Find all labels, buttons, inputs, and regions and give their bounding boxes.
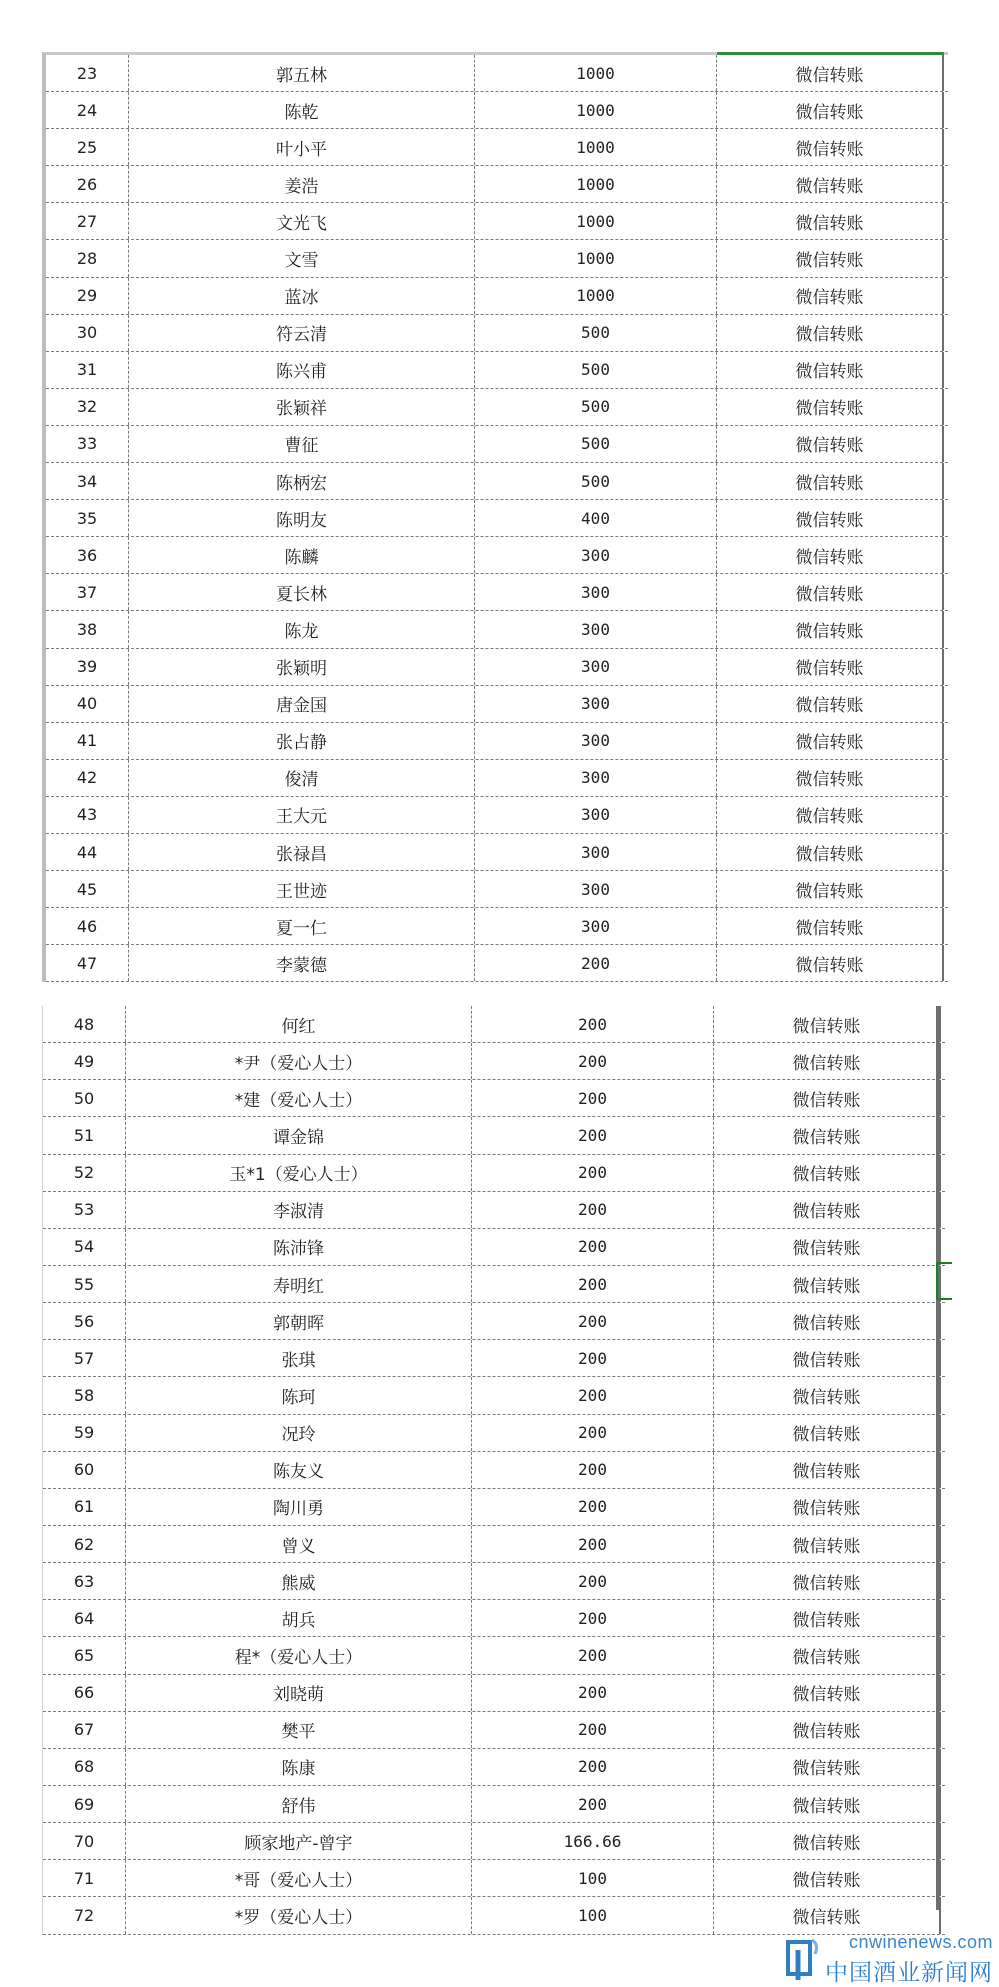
donor-name-cell[interactable]: 程*（爱心人士）	[126, 1637, 472, 1673]
amount-cell[interactable]: 200	[472, 1489, 714, 1525]
amount-cell[interactable]: 1000	[475, 129, 717, 165]
donor-name-cell[interactable]: 陈麟	[129, 537, 475, 573]
table-row	[43, 1712, 945, 1749]
amount-cell[interactable]: 300	[475, 686, 717, 722]
table-row	[43, 1675, 945, 1712]
table-row	[43, 1563, 945, 1600]
table-row	[46, 389, 948, 426]
table-row	[43, 1637, 945, 1674]
amount-cell[interactable]: 300	[475, 908, 717, 944]
row-number-cell[interactable]: 50	[43, 1080, 126, 1116]
table-row	[43, 1043, 945, 1080]
amount-cell[interactable]: 200	[472, 1637, 714, 1673]
payment-method-cell[interactable]: 微信转账	[714, 1749, 941, 1785]
row-number-cell[interactable]: 55	[43, 1266, 126, 1302]
payment-method-cell[interactable]: 微信转账	[717, 352, 944, 388]
amount-cell[interactable]: 300	[475, 574, 717, 610]
amount-cell[interactable]: 300	[475, 760, 717, 796]
amount-cell[interactable]: 200	[472, 1155, 714, 1191]
row-number-cell[interactable]: 67	[43, 1712, 126, 1748]
donor-name-cell[interactable]: 顾家地产-曾宇	[126, 1823, 472, 1859]
amount-cell[interactable]: 200	[472, 1340, 714, 1376]
payment-method-cell[interactable]: 微信转账	[714, 1452, 941, 1488]
donor-name-cell[interactable]: 刘晓萌	[126, 1675, 472, 1711]
table-row	[46, 611, 948, 648]
payment-method-cell[interactable]: 微信转账	[717, 426, 944, 462]
amount-cell[interactable]: 1000	[475, 240, 717, 276]
row-number-cell[interactable]: 37	[46, 574, 129, 610]
amount-cell[interactable]: 300	[475, 611, 717, 647]
watermark-site-name: 中国酒业新闻网	[825, 1960, 993, 1986]
donor-name-cell[interactable]: 文光飞	[129, 203, 475, 239]
payment-method-cell[interactable]: 微信转账	[714, 1043, 941, 1079]
payment-method-cell[interactable]: 微信转账	[714, 1897, 941, 1933]
donor-name-cell[interactable]: 熊威	[126, 1563, 472, 1599]
amount-cell[interactable]: 300	[475, 834, 717, 870]
amount-cell[interactable]: 200	[472, 1600, 714, 1636]
row-number-cell[interactable]: 60	[43, 1452, 126, 1488]
row-number-cell[interactable]: 68	[43, 1749, 126, 1785]
table-row	[46, 723, 948, 760]
amount-cell[interactable]: 300	[475, 797, 717, 833]
donor-name-cell[interactable]: 陈沛锋	[126, 1229, 472, 1265]
donor-name-cell[interactable]: 郭朝晖	[126, 1303, 472, 1339]
payment-method-cell[interactable]: 微信转账	[714, 1117, 941, 1153]
table-row	[46, 463, 948, 500]
table-row	[46, 649, 948, 686]
payment-method-cell[interactable]: 微信转账	[717, 389, 944, 425]
amount-cell[interactable]: 1000	[475, 278, 717, 314]
row-number-cell[interactable]: 25	[46, 129, 129, 165]
table-row	[43, 1600, 945, 1637]
amount-cell[interactable]: 200	[472, 1229, 714, 1265]
donation-table-part-2	[42, 1006, 945, 1935]
amount-cell[interactable]: 500	[475, 315, 717, 351]
table-row	[46, 315, 948, 352]
row-number-cell[interactable]: 40	[46, 686, 129, 722]
payment-method-cell[interactable]: 微信转账	[714, 1377, 941, 1413]
payment-method-cell[interactable]: 微信转账	[717, 463, 944, 499]
payment-method-cell[interactable]: 微信转账	[717, 945, 944, 981]
donor-name-cell[interactable]: 唐金国	[129, 686, 475, 722]
donor-name-cell[interactable]: *尹（爱心人士）	[126, 1043, 472, 1079]
payment-method-cell[interactable]: 微信转账	[717, 129, 944, 165]
row-number-cell[interactable]: 70	[43, 1823, 126, 1859]
site-watermark	[785, 1928, 999, 1986]
payment-method-cell[interactable]: 微信转账	[714, 1489, 941, 1525]
payment-method-cell[interactable]: 微信转账	[714, 1563, 941, 1599]
table-row	[43, 1377, 945, 1414]
selected-cell-indicator	[936, 1262, 952, 1300]
table-row	[46, 871, 948, 908]
amount-cell[interactable]: 300	[475, 649, 717, 685]
payment-method-cell[interactable]: 微信转账	[714, 1340, 941, 1376]
payment-method-cell[interactable]: 微信转账	[717, 908, 944, 944]
table-row	[43, 1749, 945, 1786]
payment-method-cell[interactable]: 微信转账	[717, 797, 944, 833]
payment-method-cell[interactable]: 微信转账	[717, 203, 944, 239]
payment-method-cell[interactable]: 微信转账	[714, 1155, 941, 1191]
row-number-cell[interactable]: 23	[46, 55, 129, 91]
table-row	[46, 574, 948, 611]
table-row	[43, 1080, 945, 1117]
row-number-cell[interactable]: 46	[46, 908, 129, 944]
donor-name-cell[interactable]: 樊平	[126, 1712, 472, 1748]
payment-method-cell[interactable]: 微信转账	[714, 1266, 941, 1302]
amount-cell[interactable]: 300	[475, 871, 717, 907]
row-number-cell[interactable]: 35	[46, 500, 129, 536]
table-row	[46, 500, 948, 537]
amount-cell[interactable]: 500	[475, 463, 717, 499]
payment-method-cell[interactable]: 微信转账	[717, 834, 944, 870]
row-number-cell[interactable]: 44	[46, 834, 129, 870]
table-row	[46, 166, 948, 203]
donor-name-cell[interactable]: 陈珂	[126, 1377, 472, 1413]
table-row	[46, 240, 948, 277]
amount-cell[interactable]: 200	[475, 945, 717, 981]
table-row	[46, 352, 948, 389]
row-number-cell[interactable]: 28	[46, 240, 129, 276]
row-number-cell[interactable]: 43	[46, 797, 129, 833]
table-row	[46, 760, 948, 797]
payment-method-cell[interactable]: 微信转账	[714, 1303, 941, 1339]
donor-name-cell[interactable]: 姜浩	[129, 166, 475, 202]
donor-name-cell[interactable]: 张琪	[126, 1340, 472, 1376]
row-number-cell[interactable]: 33	[46, 426, 129, 462]
payment-method-cell[interactable]: 微信转账	[714, 1712, 941, 1748]
amount-cell[interactable]: 300	[475, 537, 717, 573]
table-row	[43, 1229, 945, 1266]
donor-name-cell[interactable]: 陈友义	[126, 1452, 472, 1488]
donation-table-part-1	[42, 52, 948, 982]
table-row	[46, 203, 948, 240]
amount-cell[interactable]: 100	[472, 1897, 714, 1933]
table-row	[43, 1860, 945, 1897]
table-row	[46, 55, 948, 92]
donor-name-cell[interactable]: 符云清	[129, 315, 475, 351]
amount-cell[interactable]: 200	[472, 1080, 714, 1116]
row-number-cell[interactable]: 69	[43, 1786, 126, 1822]
payment-method-cell[interactable]: 微信转账	[717, 537, 944, 573]
amount-cell[interactable]: 166.66	[472, 1823, 714, 1859]
donor-name-cell[interactable]: *罗（爱心人士）	[126, 1897, 472, 1933]
payment-method-cell[interactable]: 微信转账	[714, 1006, 941, 1042]
table-row	[43, 1192, 945, 1229]
donor-name-cell[interactable]: 张占静	[129, 723, 475, 759]
table-row	[46, 537, 948, 574]
amount-cell[interactable]: 1000	[475, 166, 717, 202]
row-number-cell[interactable]: 31	[46, 352, 129, 388]
row-number-cell[interactable]: 72	[43, 1897, 126, 1933]
payment-method-cell[interactable]: 微信转账	[714, 1192, 941, 1228]
donor-name-cell[interactable]: 张颖祥	[129, 389, 475, 425]
table-row	[43, 1526, 945, 1563]
donor-name-cell[interactable]: 曾义	[126, 1526, 472, 1562]
table-row	[43, 1117, 945, 1154]
row-number-cell[interactable]: 57	[43, 1340, 126, 1376]
table-row	[43, 1155, 945, 1192]
amount-cell[interactable]: 100	[472, 1860, 714, 1896]
payment-method-cell[interactable]: 微信转账	[714, 1229, 941, 1265]
row-number-cell[interactable]: 51	[43, 1117, 126, 1153]
donor-name-cell[interactable]: 谭金锦	[126, 1117, 472, 1153]
row-number-cell[interactable]: 54	[43, 1229, 126, 1265]
payment-method-cell[interactable]: 微信转账	[717, 686, 944, 722]
amount-cell[interactable]: 500	[475, 352, 717, 388]
donor-name-cell[interactable]: 张禄昌	[129, 834, 475, 870]
donor-name-cell[interactable]: 况玲	[126, 1415, 472, 1451]
donor-name-cell[interactable]: *建（爱心人士）	[126, 1080, 472, 1116]
row-number-cell[interactable]: 49	[43, 1043, 126, 1079]
amount-cell[interactable]: 200	[472, 1712, 714, 1748]
donor-name-cell[interactable]: 李淑清	[126, 1192, 472, 1228]
amount-cell[interactable]: 200	[472, 1117, 714, 1153]
amount-cell[interactable]: 200	[472, 1043, 714, 1079]
row-number-cell[interactable]: 48	[43, 1006, 126, 1042]
donor-name-cell[interactable]: 陈兴甫	[129, 352, 475, 388]
payment-method-cell[interactable]: 微信转账	[717, 760, 944, 796]
donor-name-cell[interactable]: 叶小平	[129, 129, 475, 165]
row-number-cell[interactable]: 47	[46, 945, 129, 981]
amount-cell[interactable]: 200	[472, 1415, 714, 1451]
row-number-cell[interactable]: 63	[43, 1563, 126, 1599]
amount-cell[interactable]: 500	[475, 389, 717, 425]
donor-name-cell[interactable]: 张颖明	[129, 649, 475, 685]
row-number-cell[interactable]: 24	[46, 92, 129, 128]
row-number-cell[interactable]: 45	[46, 871, 129, 907]
donor-name-cell[interactable]: 寿明红	[126, 1266, 472, 1302]
amount-cell[interactable]: 400	[475, 500, 717, 536]
row-number-cell[interactable]: 30	[46, 315, 129, 351]
amount-cell[interactable]: 200	[472, 1192, 714, 1228]
donor-name-cell[interactable]: 夏长林	[129, 574, 475, 610]
row-number-cell[interactable]: 38	[46, 611, 129, 647]
donor-name-cell[interactable]: 王大元	[129, 797, 475, 833]
payment-method-cell[interactable]: 微信转账	[717, 649, 944, 685]
payment-method-cell[interactable]: 微信转账	[717, 166, 944, 202]
donor-name-cell[interactable]: 陈乾	[129, 92, 475, 128]
donor-name-cell[interactable]: 舒伟	[126, 1786, 472, 1822]
table-row	[43, 1340, 945, 1377]
row-number-cell[interactable]: 41	[46, 723, 129, 759]
donor-name-cell[interactable]: 王世迹	[129, 871, 475, 907]
payment-method-cell[interactable]: 微信转账	[714, 1823, 941, 1859]
payment-method-cell[interactable]: 微信转账	[714, 1637, 941, 1673]
table-row	[46, 278, 948, 315]
payment-method-cell[interactable]: 微信转账	[717, 278, 944, 314]
row-number-cell[interactable]: 26	[46, 166, 129, 202]
cnwinenews-logo-icon	[785, 1936, 823, 1980]
table-row	[46, 686, 948, 723]
table-row	[46, 92, 948, 129]
table-row	[46, 129, 948, 166]
table-row	[43, 1823, 945, 1860]
row-number-cell[interactable]: 39	[46, 649, 129, 685]
amount-cell[interactable]: 200	[472, 1377, 714, 1413]
amount-cell[interactable]: 500	[475, 426, 717, 462]
row-number-cell[interactable]: 64	[43, 1600, 126, 1636]
donor-name-cell[interactable]: 俊清	[129, 760, 475, 796]
payment-method-cell[interactable]: 微信转账	[717, 574, 944, 610]
amount-cell[interactable]: 1000	[475, 92, 717, 128]
donor-name-cell[interactable]: 陈龙	[129, 611, 475, 647]
donor-name-cell[interactable]: 蓝冰	[129, 278, 475, 314]
payment-method-cell[interactable]: 微信转账	[714, 1080, 941, 1116]
amount-cell[interactable]: 300	[475, 723, 717, 759]
payment-method-cell[interactable]: 微信转账	[717, 52, 944, 91]
row-number-cell[interactable]: 53	[43, 1192, 126, 1228]
payment-method-cell[interactable]: 微信转账	[717, 611, 944, 647]
amount-cell[interactable]: 200	[472, 1266, 714, 1302]
amount-cell[interactable]: 200	[472, 1563, 714, 1599]
donor-name-cell[interactable]: 玉*1（爱心人士）	[126, 1155, 472, 1191]
row-number-cell[interactable]: 58	[43, 1377, 126, 1413]
table-row	[43, 1452, 945, 1489]
row-number-cell[interactable]: 34	[46, 463, 129, 499]
row-number-cell[interactable]: 66	[43, 1675, 126, 1711]
payment-method-cell[interactable]: 微信转账	[714, 1786, 941, 1822]
amount-cell[interactable]: 200	[472, 1006, 714, 1042]
donor-name-cell[interactable]: 陶川勇	[126, 1489, 472, 1525]
amount-cell[interactable]: 1000	[475, 203, 717, 239]
donor-name-cell[interactable]: 何红	[126, 1006, 472, 1042]
row-number-cell[interactable]: 59	[43, 1415, 126, 1451]
donor-name-cell[interactable]: 胡兵	[126, 1600, 472, 1636]
amount-cell[interactable]: 200	[472, 1749, 714, 1785]
donor-name-cell[interactable]: *哥（爱心人士）	[126, 1860, 472, 1896]
table-row	[43, 1266, 945, 1303]
table-row	[46, 797, 948, 834]
payment-method-cell[interactable]: 微信转账	[714, 1860, 941, 1896]
table-row	[46, 945, 948, 982]
row-number-cell[interactable]: 42	[46, 760, 129, 796]
table-row	[46, 834, 948, 871]
watermark-domain: cnwinenews.com	[848, 1932, 993, 1952]
table-row	[43, 1786, 945, 1823]
table-row	[43, 1006, 945, 1043]
donor-name-cell[interactable]: 曹征	[129, 426, 475, 462]
amount-cell[interactable]: 200	[472, 1786, 714, 1822]
row-number-cell[interactable]: 36	[46, 537, 129, 573]
amount-cell[interactable]: 200	[472, 1675, 714, 1711]
amount-cell[interactable]: 200	[472, 1303, 714, 1339]
donor-name-cell[interactable]: 郭五林	[129, 55, 475, 91]
table-row	[43, 1303, 945, 1340]
payment-method-cell[interactable]: 微信转账	[717, 240, 944, 276]
row-number-cell[interactable]: 52	[43, 1155, 126, 1191]
donor-name-cell[interactable]: 文雪	[129, 240, 475, 276]
amount-cell[interactable]: 1000	[475, 55, 717, 91]
sheet-right-border	[936, 1006, 939, 1910]
donor-name-cell[interactable]: 陈柄宏	[129, 463, 475, 499]
payment-method-cell[interactable]: 微信转账	[714, 1600, 941, 1636]
donor-name-cell[interactable]: 陈明友	[129, 500, 475, 536]
payment-method-cell[interactable]: 微信转账	[717, 315, 944, 351]
row-number-cell[interactable]: 71	[43, 1860, 126, 1896]
row-number-cell[interactable]: 27	[46, 203, 129, 239]
table-row	[43, 1489, 945, 1526]
donor-name-cell[interactable]: 夏一仁	[129, 908, 475, 944]
payment-method-cell[interactable]: 微信转账	[714, 1526, 941, 1562]
table-row	[46, 426, 948, 463]
amount-cell[interactable]: 200	[472, 1526, 714, 1562]
payment-method-cell[interactable]: 微信转账	[714, 1675, 941, 1711]
donor-name-cell[interactable]: 陈康	[126, 1749, 472, 1785]
payment-method-cell[interactable]: 微信转账	[714, 1415, 941, 1451]
donor-name-cell[interactable]: 李蒙德	[129, 945, 475, 981]
payment-method-cell[interactable]: 微信转账	[717, 723, 944, 759]
row-number-cell[interactable]: 65	[43, 1637, 126, 1673]
table-row	[43, 1415, 945, 1452]
payment-method-cell[interactable]: 微信转账	[717, 92, 944, 128]
row-number-cell[interactable]: 32	[46, 389, 129, 425]
row-number-cell[interactable]: 56	[43, 1303, 126, 1339]
amount-cell[interactable]: 200	[472, 1452, 714, 1488]
payment-method-cell[interactable]: 微信转账	[717, 500, 944, 536]
table-row	[46, 908, 948, 945]
row-number-cell[interactable]: 29	[46, 278, 129, 314]
payment-method-cell[interactable]: 微信转账	[717, 871, 944, 907]
row-number-cell[interactable]: 62	[43, 1526, 126, 1562]
row-number-cell[interactable]: 61	[43, 1489, 126, 1525]
